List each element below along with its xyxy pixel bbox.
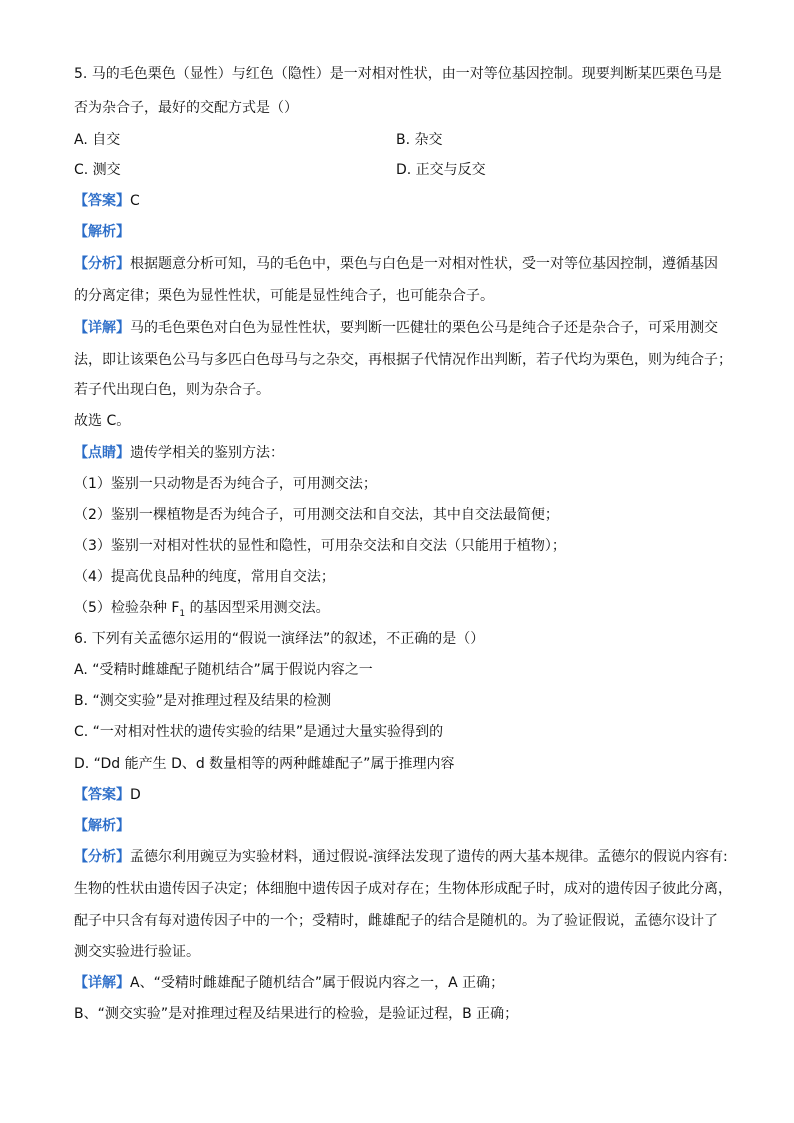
- q6-option-a: A. “受精时雌雄配子随机结合”属于假说内容之一: [74, 662, 373, 678]
- answer-tag: 【答案】: [74, 193, 130, 209]
- q5-point-5: [74, 598, 330, 618]
- q5-point-5-subscript: 1: [179, 608, 186, 619]
- q5-point-4: （4）提高优良品种的纯度，常用自交法；: [74, 569, 335, 585]
- answer-tag: 【答案】: [74, 787, 130, 803]
- q5-option-c: C. 测交: [74, 162, 121, 178]
- q5-fenxi-line2: 的分离定律；栗色为显性性状，可能是显性纯合子，也可能杂合子。: [74, 288, 494, 304]
- q5-option-b: B. 杂交: [396, 132, 443, 148]
- q5-option-d: D. 正交与反交: [396, 162, 486, 178]
- q5-option-a: A. 自交: [74, 132, 121, 148]
- dianjing-tag: 【点睛】: [74, 445, 130, 461]
- q5-fenxi-text1: 根据题意分析可知，马的毛色中，栗色与白色是一对相对性状，受一对等位基因控制，遵循基因: [130, 256, 718, 272]
- q5-stem-line1: 5. 马的毛色栗色（显性）与红色（隐性）是一对相对性状，由一对等位基因控制。现要判断某匹栗色马是: [74, 66, 722, 82]
- q6-analysis-heading: [74, 816, 130, 836]
- q6-answer-line: [74, 785, 141, 805]
- q5-answer-value: C: [130, 193, 140, 209]
- q6-xiangjie-line1: [74, 973, 504, 993]
- q5-point-5-post: 的基因型采用测交法。: [185, 600, 330, 616]
- q5-xiangjie-line2: 法，即让该栗色公马与多匹白色母马与之杂交，再根据子代情况作出判断，若子代均为栗色，则为纯合子；: [74, 352, 732, 368]
- q6-fenxi-line3: 配子中只含有每对遗传因子中的一个；受精时，雌雄配子的结合是随机的。为了验证假说，孟德尔设计了: [74, 913, 718, 929]
- q5-dianjing-intro: 遗传学相关的鉴别方法：: [130, 445, 284, 461]
- q5-point-2: （2）鉴别一棵植物是否为纯合子，可用测交法和自交法，其中自交法最简便；: [74, 507, 559, 523]
- q6-stem: 6. 下列有关孟德尔运用的“假说一演绎法”的叙述，不正确的是（）: [74, 631, 485, 647]
- xiangjie-tag: 【详解】: [74, 975, 130, 991]
- q5-point-5-pre: （5）检验杂种 F: [74, 600, 180, 616]
- xiangjie-tag: 【详解】: [74, 320, 130, 336]
- q6-option-d: D. “Dd 能产生 D、d 数量相等的两种雌雄配子”属于推理内容: [74, 756, 455, 772]
- analysis-tag: 【解析】: [74, 818, 130, 834]
- q5-xiangjie-text1: 马的毛色栗色对白色为显性性状，要判断一匹健壮的栗色公马是纯合子还是杂合子，可采用测交: [130, 320, 718, 336]
- q6-fenxi-line1: [74, 847, 728, 867]
- q6-option-b: B. “测交实验”是对推理过程及结果的检测: [74, 693, 332, 709]
- q5-xiangjie-line1: [74, 318, 718, 338]
- q6-option-c: C. “一对相对性状的遗传实验的结果”是通过大量实验得到的: [74, 724, 444, 740]
- q6-xiangjie-text1: A、“受精时雌雄配子随机结合”属于假说内容之一，A 正确；: [130, 975, 505, 991]
- q5-point-3: （3）鉴别一对相对性状的显性和隐性，可用杂交法和自交法（只能用于植物）；: [74, 538, 566, 554]
- q5-conclusion: 故选 C。: [74, 413, 131, 429]
- q5-answer-line: [74, 191, 140, 211]
- q5-xiangjie-line3: 若子代出现白色，则为杂合子。: [74, 382, 270, 398]
- q5-dianjing-line: [74, 443, 284, 463]
- fenxi-tag: 【分析】: [74, 256, 130, 272]
- q6-fenxi-text1: 孟德尔利用豌豆为实验材料，通过假说-演绎法发现了遗传的两大基本规律。孟德尔的假说内容有:: [130, 849, 728, 865]
- q6-fenxi-line4: 测交实验进行验证。: [74, 944, 200, 960]
- q6-xiangjie-line2: B、“测交实验”是对推理过程及结果进行的检验，是验证过程，B 正确；: [74, 1006, 519, 1022]
- q6-answer-value: D: [130, 787, 141, 803]
- q5-stem-line2: 否为杂合子，最好的交配方式是（）: [74, 100, 298, 116]
- fenxi-tag: 【分析】: [74, 849, 130, 865]
- q6-fenxi-line2: 生物的性状由遗传因子决定；体细胞中遗传因子成对存在；生物体形成配子时，成对的遗传因子彼此分离，: [74, 881, 732, 897]
- q5-analysis-heading: [74, 222, 130, 242]
- q5-point-1: （1）鉴别一只动物是否为纯合子，可用测交法；: [74, 476, 377, 492]
- analysis-tag: 【解析】: [74, 224, 130, 240]
- q5-fenxi-line1: [74, 254, 718, 274]
